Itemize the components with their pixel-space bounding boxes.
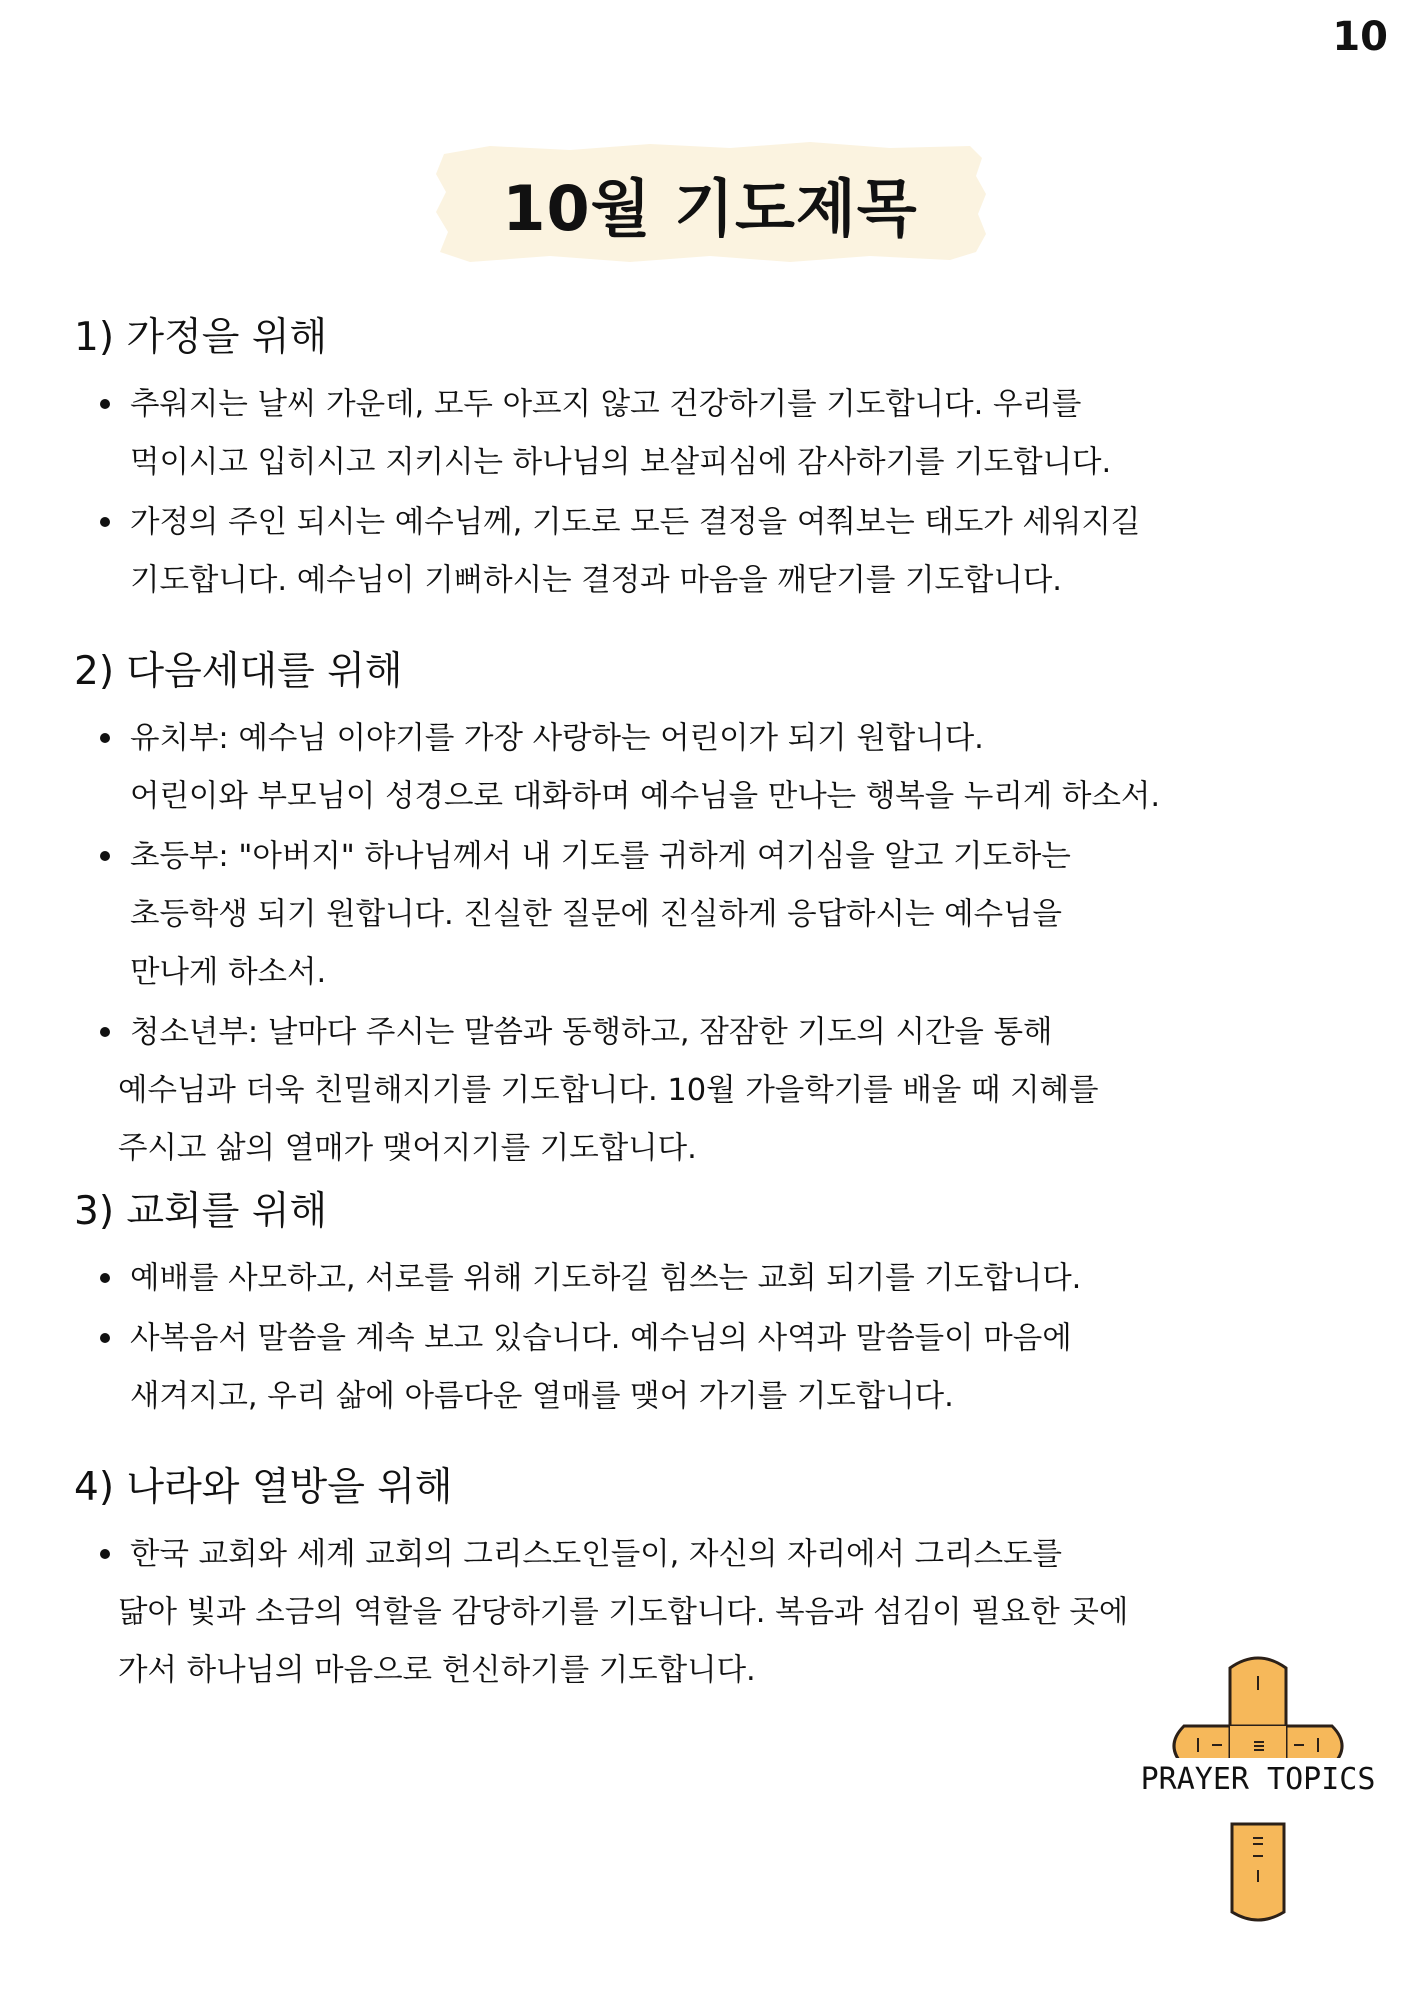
item-line: 추워지는 날씨 가운데, 모두 아프지 않고 건강하기를 기도합니다. 우리를 <box>130 387 1082 422</box>
item-line: 예수님과 더욱 친밀해지기를 기도합니다. 10월 가을학기를 배울 때 지혜를 <box>118 1073 1099 1108</box>
item-line: 사복음서 말씀을 계속 보고 있습니다. 예수님의 사역과 말씀들이 마음에 <box>130 1321 1072 1356</box>
title-banner <box>430 136 990 270</box>
item-line: 유치부: 예수님 이야기를 가장 사랑하는 어린이가 되기 원합니다. <box>130 721 984 756</box>
list-item <box>74 1310 1224 1426</box>
bullet-icon <box>100 1549 110 1559</box>
list-item <box>74 494 1224 610</box>
section-nation <box>74 1456 1224 1702</box>
section-family <box>74 306 1224 612</box>
item-line: 새겨지고, 우리 삶에 아름다운 열매를 맺어 가기를 기도합니다. <box>130 1379 954 1414</box>
item-line: 한국 교회와 세계 교회의 그리스도인들이, 자신의 자리에서 그리스도를 <box>130 1537 1062 1572</box>
section-heading: 3) 교회를 위해 <box>74 1189 328 1234</box>
bullet-icon <box>100 517 110 527</box>
item-line: 청소년부: 날마다 주시는 말씀과 동행하고, 잠잠한 기도의 시간을 통해 <box>130 1015 1053 1050</box>
bullet-icon <box>100 1273 110 1283</box>
bullet-icon <box>100 851 110 861</box>
item-line: 초등부: "아버지" 하나님께서 내 기도를 귀하게 여기심을 알고 기도하는 <box>130 839 1071 874</box>
item-line: 초등학생 되기 원합니다. 진실한 질문에 진실하게 응답하시는 예수님을 <box>130 897 1062 932</box>
list-item <box>74 828 1224 1002</box>
item-line: 먹이시고 입히시고 지키시는 하나님의 보살피심에 감사하기를 기도합니다. <box>130 445 1112 480</box>
item-line: 주시고 삶의 열매가 맺어지기를 기도합니다. <box>118 1131 697 1166</box>
section-heading: 2) 다음세대를 위해 <box>74 649 403 694</box>
item-line: 만나게 하소서. <box>130 955 327 990</box>
bullet-icon <box>100 399 110 409</box>
list-item <box>74 1004 1224 1178</box>
section-church <box>74 1180 1224 1428</box>
page-title: 10월 기도제목 <box>502 171 918 245</box>
list-item <box>74 1250 1224 1308</box>
list-item <box>74 1526 1224 1700</box>
emblem-label: PRAYER TOPICS <box>1128 1758 1388 1802</box>
item-line: 닮아 빛과 소금의 역할을 감당하기를 기도합니다. 복음과 섬김이 필요한 곳에 <box>118 1595 1129 1630</box>
list-item <box>74 376 1224 492</box>
item-line: 예배를 사모하고, 서로를 위해 기도하길 힘쓰는 교회 되기를 기도합니다. <box>130 1261 1082 1296</box>
bullet-icon <box>100 1333 110 1343</box>
bullet-icon <box>100 1027 110 1037</box>
item-line: 가서 하나님의 마음으로 헌신하기를 기도합니다. <box>118 1653 756 1688</box>
item-line: 가정의 주인 되시는 예수님께, 기도로 모든 결정을 여쭤보는 태도가 세워지길 <box>130 505 1141 540</box>
page-number: 10 <box>1332 14 1388 60</box>
item-line: 어린이와 부모님이 성경으로 대화하며 예수님을 만나는 행복을 누리게 하소서. <box>130 779 1161 814</box>
section-heading: 4) 나라와 열방을 위해 <box>74 1465 453 1510</box>
bullet-icon <box>100 733 110 743</box>
section-heading: 1) 가정을 위해 <box>74 315 328 360</box>
section-next-generation <box>74 640 1224 1180</box>
list-item <box>74 710 1224 826</box>
item-line: 기도합니다. 예수님이 기뻐하시는 결정과 마음을 깨닫기를 기도합니다. <box>130 563 1062 598</box>
